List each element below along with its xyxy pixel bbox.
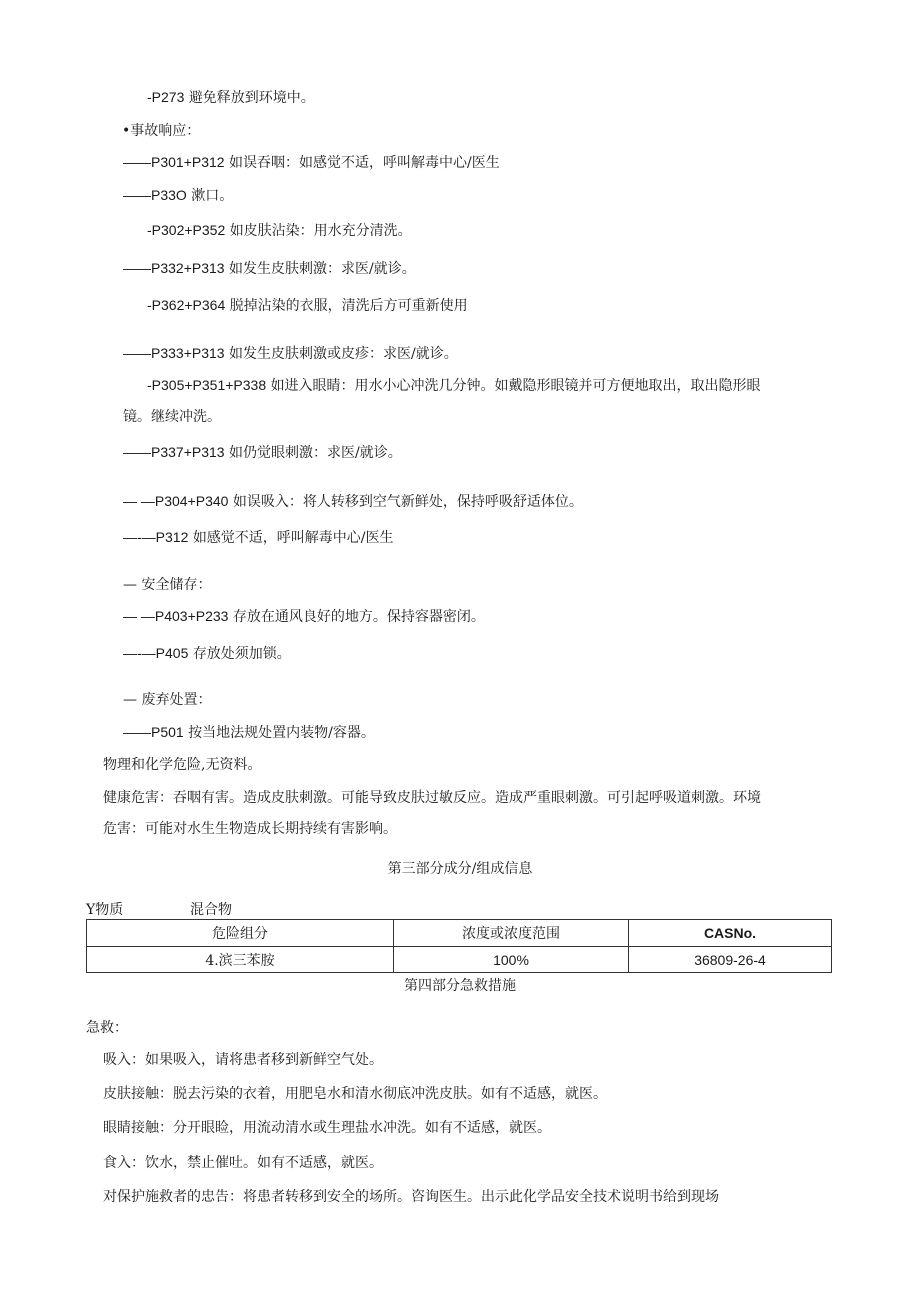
first-aid-heading: 急救： — [86, 1020, 128, 1036]
precaution-line: -P273 避免释放到环境中。 — [147, 89, 315, 106]
precaution-line: —-—P405 存放处须加锁。 — [123, 645, 291, 662]
section-heading-storage: — 安全储存： — [123, 577, 212, 593]
health-hazard-line1: 健康危害：吞咽有害。造成皮肤刺激。可能导致皮肤过敏反应。造成严重眼刺激。可引起呼吸道刺激。环境 — [103, 790, 761, 806]
cell-concentration: 100% — [394, 947, 629, 973]
precaution-line: ——P333+P313 如发生皮肤刺激或皮疹：求医/就诊。 — [123, 345, 458, 362]
precaution-line: -P362+P364 脱掉沾染的衣服，清洗后方可重新使用 — [147, 297, 468, 314]
first-aid-item: 食入：饮水，禁止催吐。如有不适感，就医。 — [103, 1155, 383, 1171]
header-component: 危险组分 — [87, 920, 394, 947]
table-header-row — [87, 920, 832, 947]
precaution-line: —-—P312 如感觉不适，呼叫解毒中心/医生 — [123, 529, 394, 546]
header-concentration: 浓度或浓度范围 — [394, 920, 629, 947]
physical-hazard: 物理和化学危险,无资料。 — [103, 757, 262, 773]
section4-title: 第四部分急救措施 — [404, 978, 516, 994]
first-aid-item: 皮肤接触：脱去污染的衣着，用肥皂水和清水彻底冲洗皮肤。如有不适感，就医。 — [103, 1086, 607, 1102]
first-aid-item: 对保护施救者的忠告：将患者转移到安全的场所。咨询医生。出示此化学品安全技术说明书给到现场 — [103, 1189, 719, 1205]
cell-cas: 36809-26-4 — [629, 947, 832, 973]
substance-value: 混合物 — [190, 902, 232, 918]
first-aid-item: 眼睛接触：分开眼睑，用流动清水或生理盐水冲洗。如有不适感，就医。 — [103, 1120, 551, 1136]
precaution-line: — —P403+P233 存放在通风良好的地方。保持容器密闭。 — [123, 608, 485, 625]
composition-table — [86, 919, 832, 973]
precaution-line: ——P332+P313 如发生皮肤刺激：求医/就诊。 — [123, 260, 416, 277]
precaution-line: — —P304+P340 如误吸入：将人转移到空气新鲜处，保持呼吸舒适体位。 — [123, 493, 583, 510]
substance-label: Y物质 — [86, 902, 124, 918]
first-aid-item: 吸入：如果吸入，请将患者移到新鲜空气处。 — [103, 1052, 383, 1068]
section-heading-disposal: — 废弃处置： — [123, 692, 212, 708]
precaution-line-continued: 镜。继续冲洗。 — [123, 409, 221, 425]
precaution-line: ——P337+P313 如仍觉眼刺激：求医/就诊。 — [123, 444, 402, 461]
section-heading-response: •事故响应： — [122, 123, 201, 139]
precaution-line: -P305+P351+P338 如进入眼睛：用水小心冲洗几分钟。如戴隐形眼镜并可方便地取出，取出隐形眼 — [147, 377, 761, 394]
health-hazard-line2: 危害：可能对水生生物造成长期持续有害影响。 — [103, 821, 397, 837]
section3-title: 第三部分成分/组成信息 — [387, 861, 533, 877]
header-cas: CASNo. — [629, 920, 832, 947]
precaution-line: ——P33O 漱口。 — [123, 187, 234, 204]
precaution-line: ——P501 按当地法规处置内装物/容器。 — [123, 724, 375, 741]
cell-component: 4.滨三苯胺 — [87, 947, 394, 973]
precaution-line: ——P301+P312 如误吞咽：如感觉不适，呼叫解毒中心/医生 — [123, 154, 500, 171]
precaution-line: -P302+P352 如皮肤沾染：用水充分清洗。 — [147, 222, 412, 239]
table-row — [87, 947, 832, 973]
